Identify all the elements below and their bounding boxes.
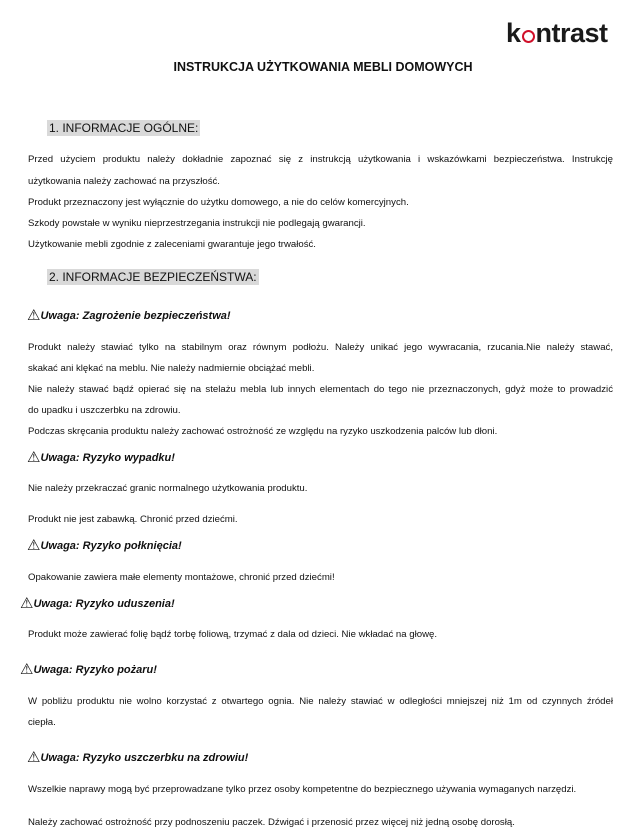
paragraph-line: Produkt przeznaczony jest wyłącznie do użytku domowego, a nie do celów komercyjnych. (28, 197, 409, 208)
paragraph-line: Przed użyciem produktu należy dokładnie zapoznać się z instrukcją użytkowania i wskazówkami bezpieczeństwa. Instrukcję (28, 154, 613, 165)
paragraph-line: użytkowania należy zachować na przyszłość. (28, 176, 220, 187)
warning-triangle-icon: ⚠ (27, 307, 41, 324)
paragraph-line: Należy zachować ostrożność przy podnoszeniu paczek. Dźwigać i przenosić przez więcej niż jedną osobę dorosłą. (28, 817, 515, 828)
paragraph-line: W pobliżu produktu nie wolno korzystać z otwartego ognia. Nie należy stawiać w odległości mniejszej niż 1m od czynnych źródeł (28, 696, 613, 707)
paragraph-line: Produkt należy stawiać tylko na stabilnym oraz równym podłożu. Należy unikać jego wywracania, rzucania.Nie należy stawać, (28, 342, 613, 353)
section-heading-safety: 2. INFORMACJE BEZPIECZEŃSTWA: (49, 270, 257, 284)
warning-triangle-icon: ⚠ (27, 537, 41, 554)
warning-heading: ⚠Uwaga: Ryzyko połknięcia! (27, 537, 182, 554)
paragraph-line: Wszelkie naprawy mogą być przeprowadzane tylko przez osoby kompetentne do bezpiecznego używania wymaganych narzędzi. (28, 784, 577, 795)
warning-heading: ⚠Uwaga: Zagrożenie bezpieczeństwa! (27, 307, 231, 324)
warning-heading: ⚠Uwaga: Ryzyko pożaru! (20, 661, 157, 678)
warning-triangle-icon: ⚠ (27, 749, 41, 766)
paragraph-line: do upadku i uszczerbku na zdrowiu. (28, 405, 181, 416)
section-heading-general: 1. INFORMACJE OGÓLNE: (49, 121, 199, 135)
paragraph-line: Szkody powstałe w wyniku nieprzestrzegania instrukcji nie podlegają gwarancji. (28, 218, 366, 229)
paragraph-line: Nie należy stawać bądź opierać się na stelażu mebla lub innych elementach do tego nie przeznaczonych, gdyż może to prowadzić (28, 384, 613, 395)
paragraph-line: Produkt może zawierać folię bądź torbę foliową, trzymać z dala od dzieci. Nie wkładać na głowę. (28, 629, 437, 640)
document-title: INSTRUKCJA UŻYTKOWANIA MEBLI DOMOWYCH (173, 60, 473, 74)
paragraph-line: ciepła. (28, 717, 56, 728)
warning-heading: ⚠Uwaga: Ryzyko uduszenia! (20, 595, 175, 612)
paragraph-line: skakać ani klękać na meblu. Nie należy nadmiernie obciążać mebli. (28, 363, 315, 374)
paragraph-line: Podczas skręcania produktu należy zachować ostrożność ze względu na ryzyko uszkodzenia palców lub dłoni. (28, 426, 498, 437)
paragraph-line: Produkt nie jest zabawką. Chronić przed dziećmi. (28, 514, 238, 525)
warning-triangle-icon: ⚠ (27, 449, 41, 466)
warning-heading: ⚠Uwaga: Ryzyko uszczerbku na zdrowiu! (27, 749, 249, 766)
warning-triangle-icon: ⚠ (20, 661, 34, 678)
warning-triangle-icon: ⚠ (20, 595, 34, 612)
kontrast-logo: k ntrast (506, 18, 608, 48)
warning-heading: ⚠Uwaga: Ryzyko wypadku! (27, 449, 175, 466)
paragraph-line: Nie należy przekraczać granic normalnego użytkowania produktu. (28, 483, 308, 494)
paragraph-line: Opakowanie zawiera małe elementy montażowe, chronić przed dziećmi! (28, 572, 335, 583)
paragraph-line: Użytkowanie mebli zgodnie z zaleceniami gwarantuje jego trwałość. (28, 239, 316, 250)
